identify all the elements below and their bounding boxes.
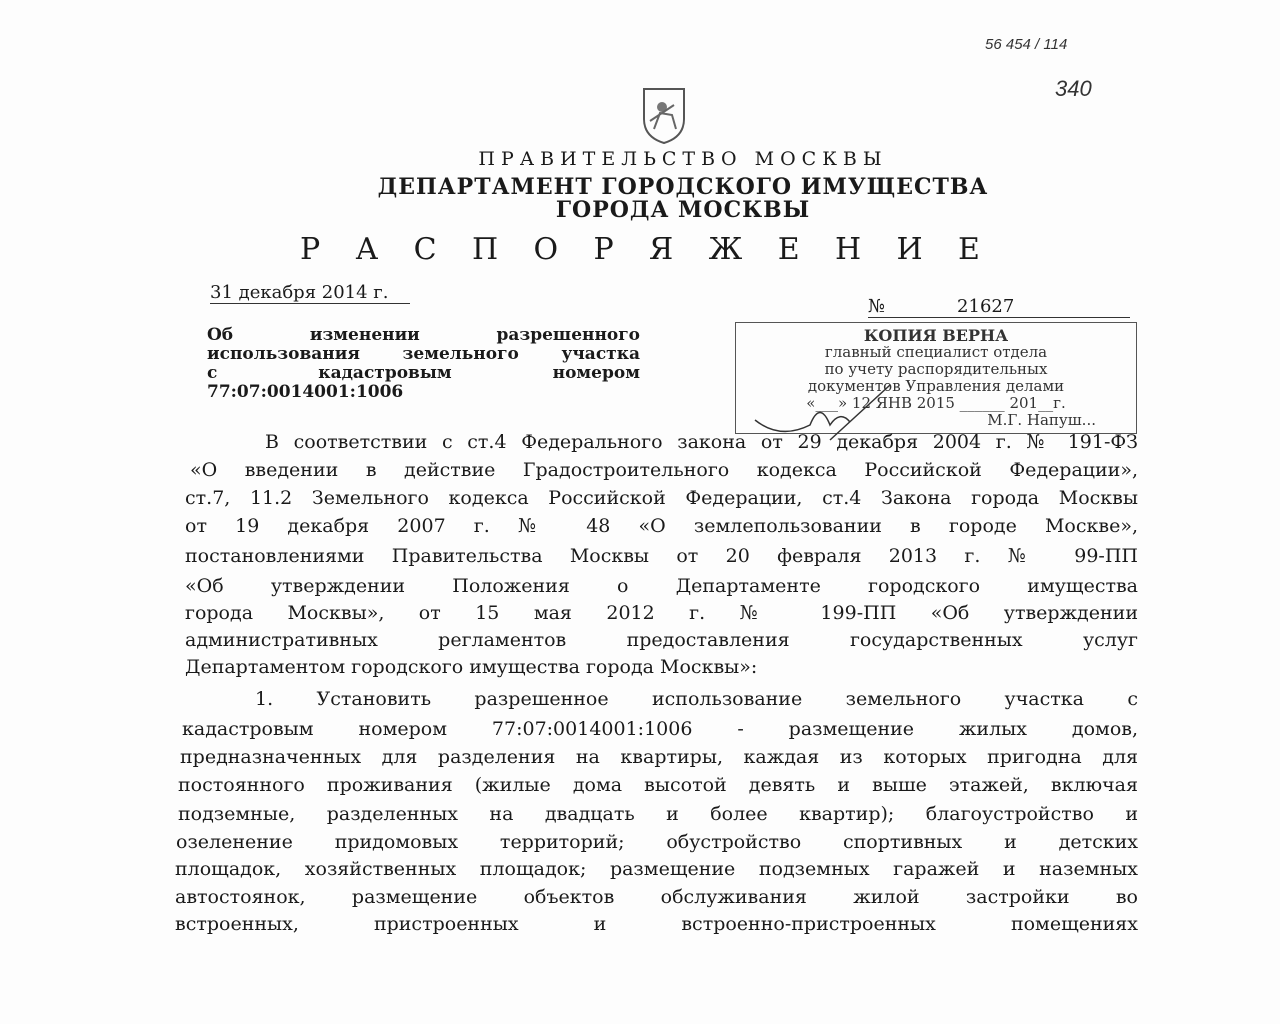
heading-letter: И bbox=[896, 232, 923, 267]
subject-line: использования земельного участка bbox=[207, 344, 640, 364]
order-number bbox=[868, 296, 1130, 318]
heading-letter: Н bbox=[834, 232, 862, 267]
body-line: административных регламентов предоставления государственных услуг bbox=[185, 629, 1138, 651]
body-line: В соответствии с ст.4 Федерального закона от 29 декабря 2004 г. № 191-ФЗ bbox=[265, 431, 1138, 453]
body-line: автостоянок, размещение объектов обслуживания жилой застройки во bbox=[175, 886, 1138, 908]
body-line: озеленение придомовых территорий; обустройство спортивных и детских bbox=[176, 831, 1138, 853]
body-line: кадастровым номером 77:07:0014001:1006 - размещение жилых домов, bbox=[182, 718, 1138, 740]
moscow-coat-of-arms-icon bbox=[640, 85, 688, 149]
body-line: 1. Установить разрешенное использование земельного участка с bbox=[255, 688, 1138, 710]
body-line: постановлениями Правительства Москвы от 20 февраля 2013 г. № 99-ПП bbox=[185, 545, 1138, 567]
department-title-line2: ГОРОДА МОСКВЫ bbox=[555, 197, 811, 223]
body-line: Департаментом городского имущества города Москвы»: bbox=[185, 656, 758, 678]
government-title: ПРАВИТЕЛЬСТВО МОСКВЫ bbox=[478, 148, 888, 170]
body-line: от 19 декабря 2007 г. № 48 «О землепользовании в городе Москве», bbox=[185, 515, 1138, 537]
heading-letter: П bbox=[471, 232, 499, 267]
heading-letter: А bbox=[355, 232, 379, 267]
stamp-line: по учету распорядительных bbox=[824, 360, 1048, 378]
body-line: подземные, разделенных на двадцать и более квартир); благоустройство и bbox=[178, 803, 1138, 825]
heading-letter: Е bbox=[777, 232, 800, 267]
heading-letter: С bbox=[413, 232, 437, 267]
body-line: «Об утверждении Положения о Департаменте городского имущества bbox=[185, 575, 1138, 597]
order-subject bbox=[207, 326, 640, 402]
body-line: предназначенных для разделения на квартиры, каждая из которых пригодна для bbox=[180, 746, 1138, 768]
subject-line: с кадастровым номером bbox=[207, 363, 640, 383]
heading-letter: Ж bbox=[708, 232, 743, 267]
stamp-line: документов Управления делами bbox=[807, 377, 1065, 395]
handwritten-reference: 56 454 / 114 bbox=[985, 36, 1068, 53]
stamp-date-line: «___» 12 ЯНВ 2015 ______ 201__г. bbox=[806, 394, 1066, 412]
heading-letter: Е bbox=[958, 232, 980, 267]
number-sign: № bbox=[868, 296, 886, 317]
heading-letter: Р bbox=[593, 232, 614, 267]
body-line: «О введении в действие Градостроительного кодекса Российской Федерации», bbox=[190, 459, 1138, 481]
stamp-title: КОПИЯ ВЕРНА bbox=[863, 326, 1009, 345]
stamp-line: главный специалист отдела bbox=[824, 343, 1048, 361]
body-line: ст.7, 11.2 Земельного кодекса Российской Федерации, ст.4 Закона города Москвы bbox=[185, 487, 1138, 509]
body-line: встроенных, пристроенных и встроенно-пристроенных помещениях bbox=[175, 913, 1138, 935]
document-type-heading bbox=[300, 232, 980, 267]
body-line: площадок, хозяйственных площадок; размещение подземных гаражей и наземных bbox=[175, 858, 1138, 880]
order-date: 31 декабря 2014 г. bbox=[210, 282, 410, 304]
stamp-name: М.Г. Напуш... bbox=[987, 411, 1096, 429]
subject-line: Об изменении разрешенного bbox=[207, 325, 640, 345]
heading-letter: О bbox=[533, 232, 559, 267]
subject-line: 77:07:0014001:1006 bbox=[207, 382, 404, 402]
department-title-line1: ДЕПАРТАМЕНТ ГОРОДСКОГО ИМУЩЕСТВА bbox=[377, 174, 989, 200]
handwritten-page-number: 340 bbox=[1055, 76, 1092, 101]
number-value: 21627 bbox=[957, 296, 1015, 317]
heading-letter: Я bbox=[649, 232, 674, 267]
body-line: постоянного проживания (жилые дома высотой девять и выше этажей, включая bbox=[178, 774, 1138, 796]
heading-letter: Р bbox=[300, 232, 321, 267]
body-line: города Москвы», от 15 мая 2012 г. № 199-ПП «Об утверждении bbox=[185, 602, 1138, 624]
